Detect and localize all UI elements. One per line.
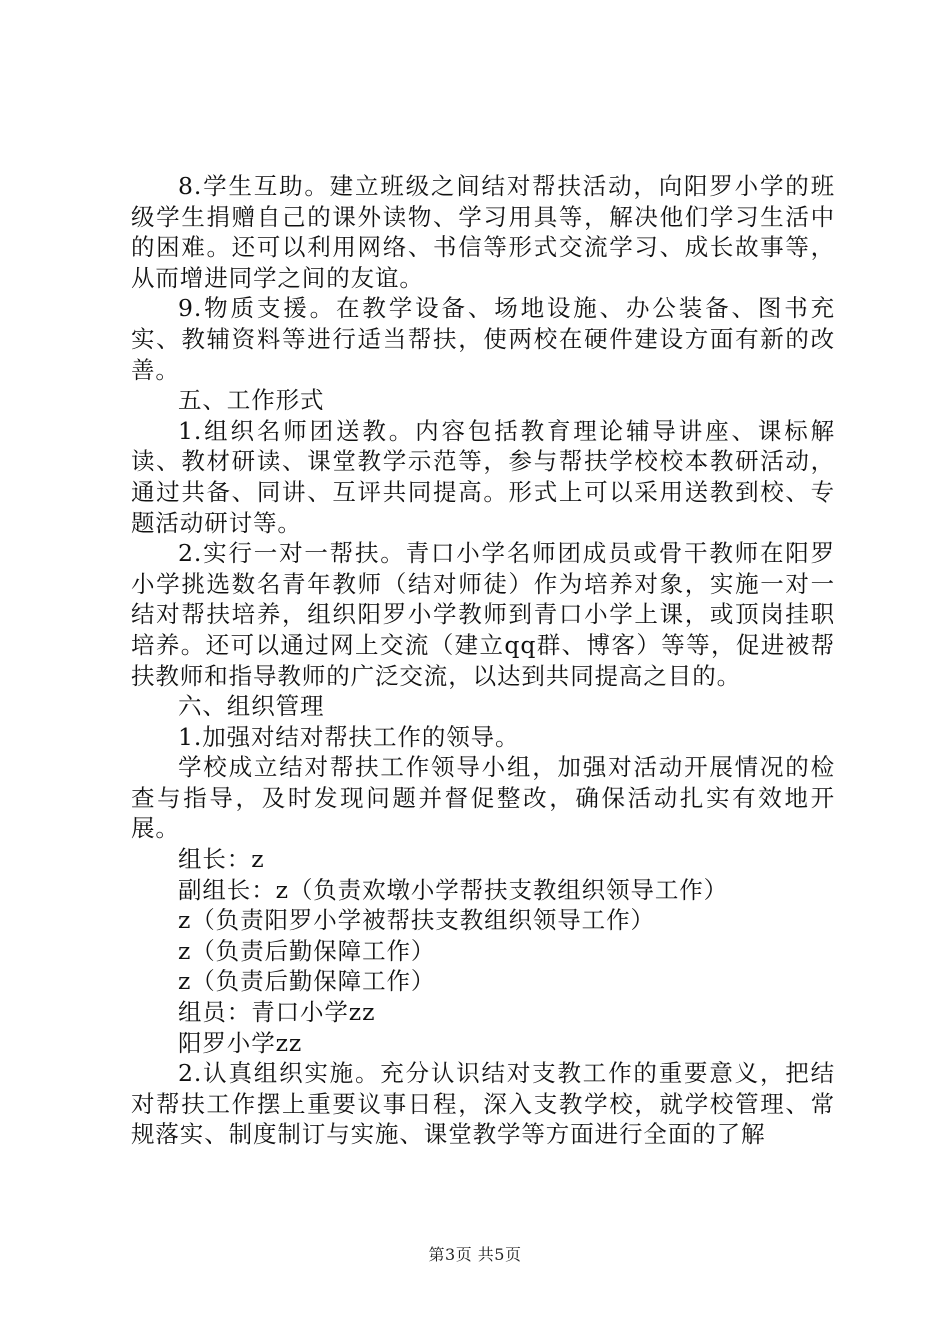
members-line-2: 阳罗小学zz xyxy=(178,1028,303,1057)
paragraph-leadership-group: 学校成立结对帮扶工作领导小组，加强对活动开展情况的检查与指导，及时发现问题并督促整改，确保活动扎实有效地开展。 xyxy=(131,753,835,843)
document-body xyxy=(131,171,835,1150)
deputy-leader-line-4: z（负责后勤保障工作） xyxy=(178,967,436,996)
subheading-leadership: 1.加强对结对帮扶工作的领导。 xyxy=(178,722,520,751)
page-footer: 第3页 共5页 xyxy=(428,1245,522,1264)
section-heading-work-form: 五、工作形式 xyxy=(178,386,325,415)
paragraph-student-mutual-aid: 8.学生互助。建立班级之间结对帮扶活动，向阳罗小学的班级学生捐赠自己的课外读物、学习用具等，解决他们学习生活中的困难。还可以利用网络、书信等形式交流学习、成长故事等，从而增进同学之间的友谊。 xyxy=(131,172,835,292)
group-leader-line: 组长：z xyxy=(178,845,265,874)
paragraph-teacher-group: 1.组织名师团送教。内容包括教育理论辅导讲座、课标解读、教材研读、课堂教学示范等，参与帮扶学校校本教研活动，通过共备、同讲、互评共同提高。形式上可以采用送教到校、专题活动研讨等。 xyxy=(131,416,835,537)
deputy-leader-line-3: z（负责后勤保障工作） xyxy=(178,936,436,965)
deputy-leader-line-2: z（负责阳罗小学被帮扶支教组织领导工作） xyxy=(178,906,655,935)
paragraph-one-on-one: 2.实行一对一帮扶。青口小学名师团成员或骨干教师在阳罗小学挑选数名青年教师（结对师徒）作为培养对象，实施一对一结对帮扶培养，组织阳罗小学教师到青口小学上课，或顶岗挂职培养。还可以通过网上交流（建立qq群、博客）等等，促进被帮扶教师和指导教师的广泛交流，以达到共同提高之目的。 xyxy=(131,539,835,690)
paragraph-material-support: 9.物质支援。在教学设备、场地设施、办公装备、图书充实、教辅资料等进行适当帮扶，使两校在硬件建设方面有新的改善。 xyxy=(131,294,835,384)
members-line: 组员：青口小学zz xyxy=(178,998,376,1027)
deputy-leader-line: 副组长：z（负责欢墩小学帮扶支教组织领导工作） xyxy=(178,875,729,904)
paragraph-implementation: 2.认真组织实施。充分认识结对支教工作的重要意义，把结对帮扶工作摆上重要议事日程，深入支教学校，就学校管理、常规落实、制度制订与实施、课堂教学等方面进行全面的了解 xyxy=(131,1059,835,1149)
section-heading-organization: 六、组织管理 xyxy=(178,692,325,721)
